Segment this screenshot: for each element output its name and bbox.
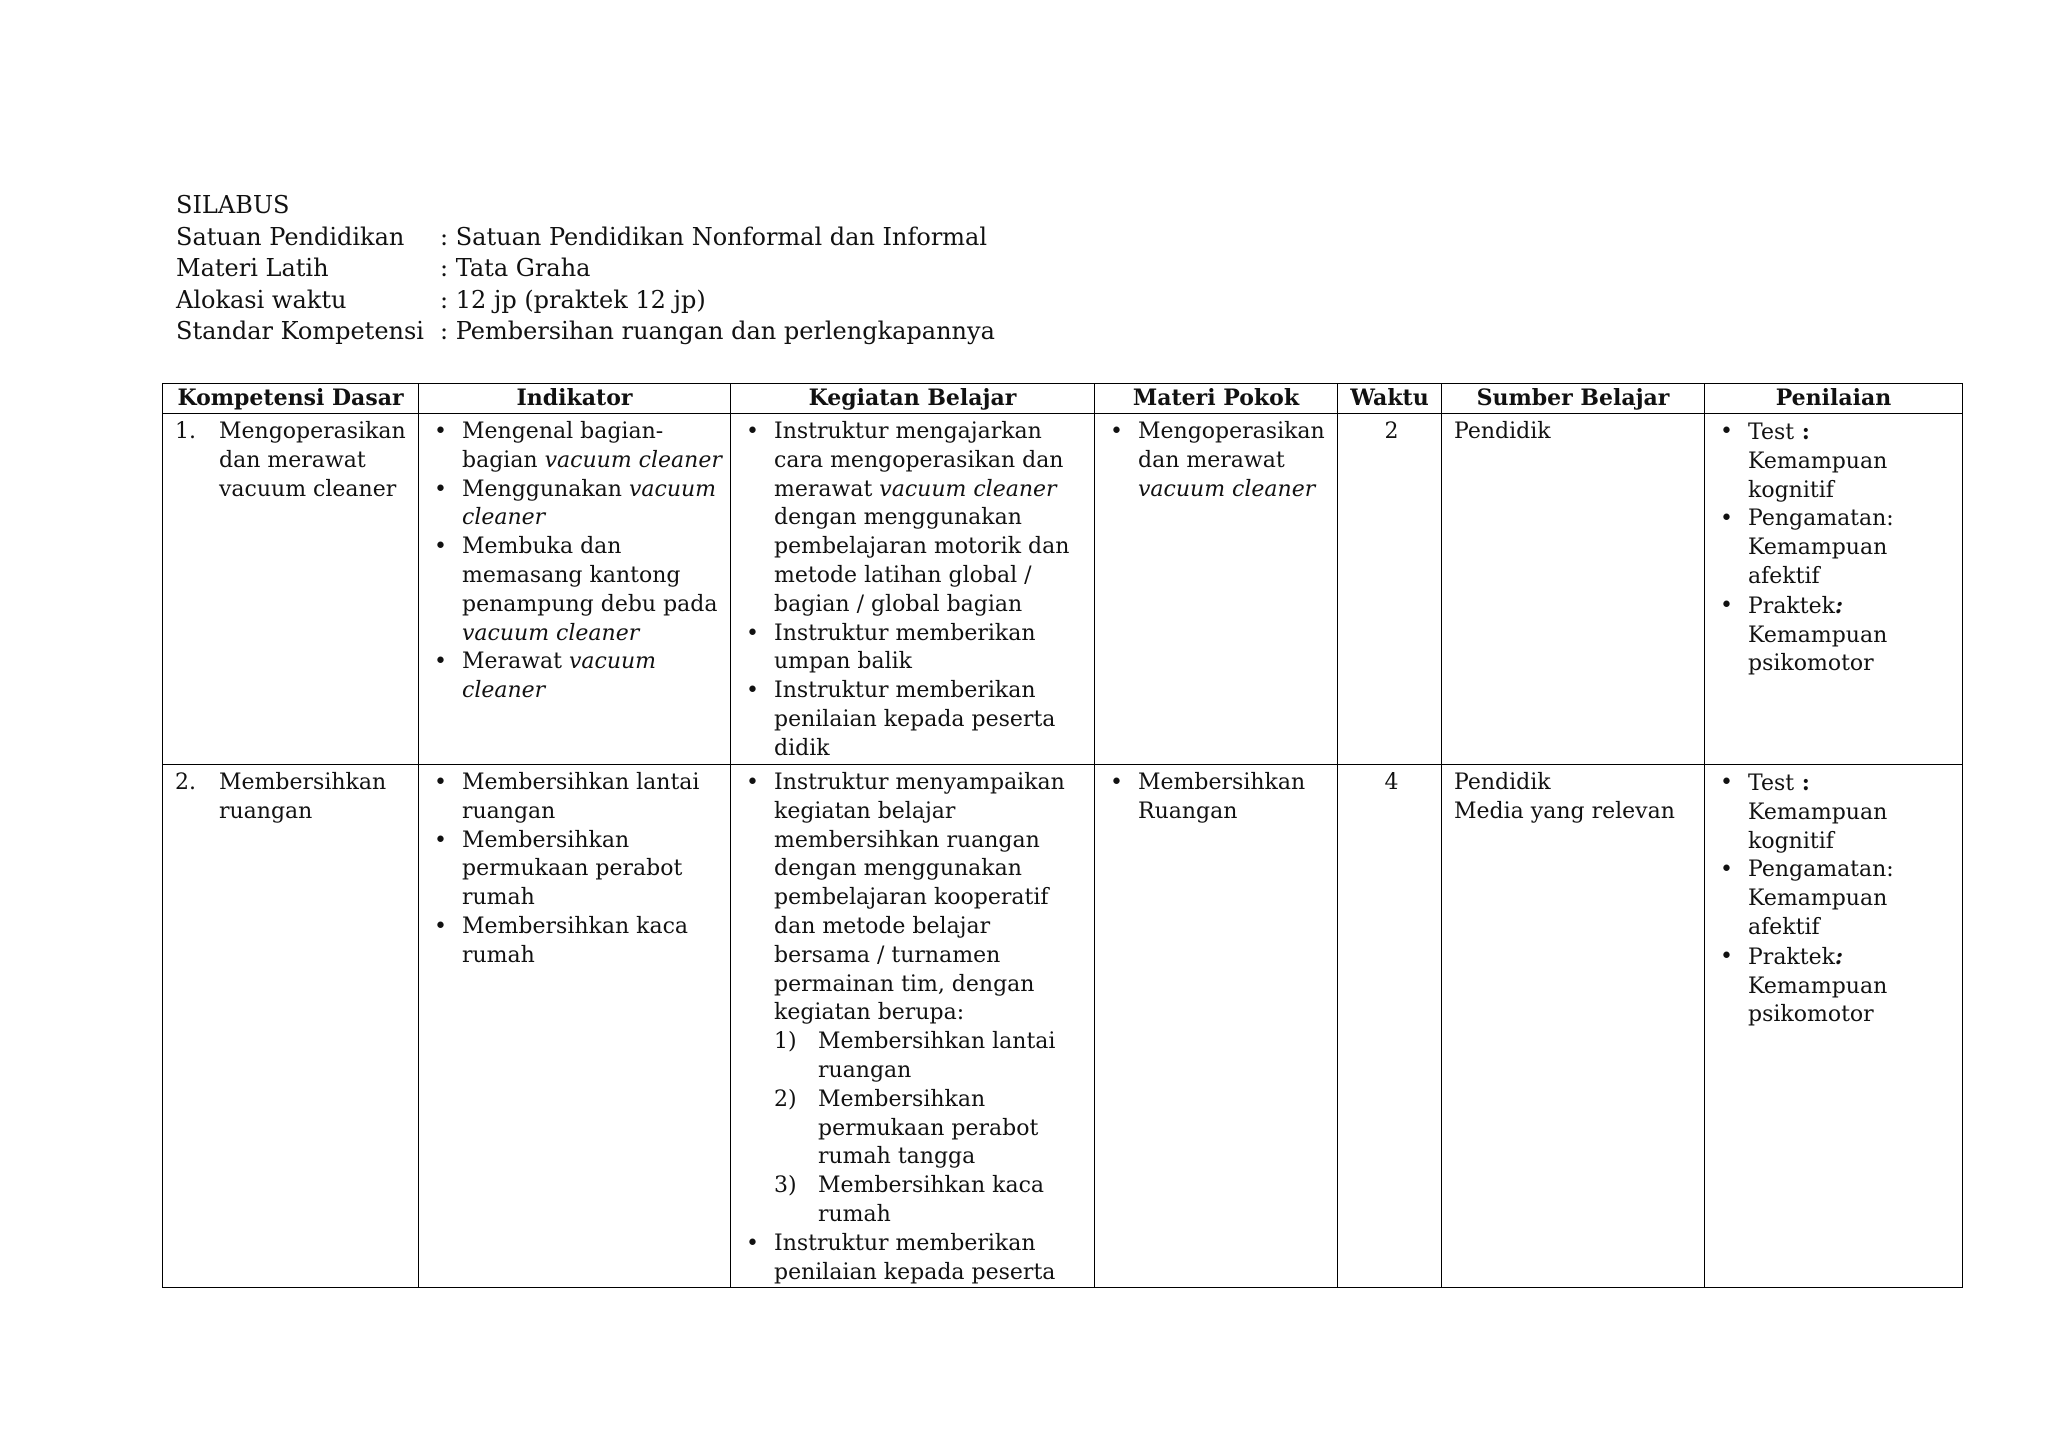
- column-header: Sumber Belajar: [1442, 384, 1705, 414]
- list-item: • Membersihkan lantai ruangan: [431, 769, 722, 827]
- column-header: Materi Pokok: [1095, 384, 1338, 414]
- table-header-row: [163, 384, 1963, 414]
- list-item: • Praktek: Kemampuan psikomotor: [1717, 943, 1954, 1030]
- list-item: • Membersihkan Ruangan: [1107, 769, 1329, 827]
- list-item: • Instruktur memberikan penilaian kepada peserta didik: [743, 677, 1086, 763]
- kompetensi-cell: [163, 765, 419, 1288]
- list-item: • Mengenal bagian-bagian vacuum cleaner: [431, 418, 722, 476]
- list-item: • Pengamatan: Kemampuan afektif: [1717, 856, 1954, 942]
- list-item: • Instruktur mengajarkan cara mengoperasikan dan merawat vacuum cleaner dengan menggunakan pembelajaran motorik dan metode latihan global / bagian / global bagian: [743, 418, 1086, 620]
- header-label: Standar Kompetensi: [176, 317, 424, 345]
- kegiatan-cell: [731, 414, 1095, 765]
- waktu-cell: 4: [1338, 765, 1442, 1288]
- kegiatan-cell: [731, 765, 1095, 1288]
- header-label: Satuan Pendidikan: [176, 222, 405, 251]
- header-row-materi: [176, 253, 995, 285]
- list-item: • Instruktur menyampaikan kegiatan belajar membersihkan ruangan dengan menggunakan pembelajaran kooperatif dan metode belajar bersama / turnamen permainan tim, dengan kegiatan berupa: 1) Membersihkan lantai ruangan 2) Membersihkan permukaan perabot rumah tangga 3) Membersihkan kaca rumah: [743, 769, 1086, 1230]
- list-item: • Membuka dan memasang kantong penampung debu pada vacuum cleaner: [431, 533, 722, 648]
- header-value: : Satuan Pendidikan Nonformal dan Informal: [440, 222, 988, 251]
- column-header: Penilaian: [1705, 384, 1963, 414]
- penilaian-cell: [1705, 765, 1963, 1288]
- list-item: • Merawat vacuum cleaner: [431, 648, 722, 706]
- list-item: • Test : Kemampuan kognitif: [1717, 418, 1954, 505]
- column-header: Kegiatan Belajar: [731, 384, 1095, 414]
- sumber-cell: [1442, 414, 1705, 765]
- row-number: 1.: [175, 419, 196, 444]
- row-number: 2.: [175, 770, 196, 795]
- indikator-cell: [419, 414, 731, 765]
- numbered-sublist: [774, 1028, 1086, 1230]
- sublist-item: 1) Membersihkan lantai ruangan: [774, 1029, 1056, 1083]
- kompetensi-text: Membersihkan ruangan: [219, 770, 387, 824]
- column-header: Waktu: [1338, 384, 1442, 414]
- list-item: • Mengoperasikan dan merawat vacuum cleaner: [1107, 418, 1329, 504]
- kompetensi-text: Mengoperasikan dan merawat vacuum cleaner: [219, 419, 406, 502]
- penilaian-cell: [1705, 414, 1963, 765]
- sumber-cell: [1442, 765, 1705, 1288]
- indikator-cell: [419, 765, 731, 1288]
- list-item: • Membersihkan kaca rumah: [431, 913, 722, 971]
- materi-cell: [1095, 765, 1338, 1288]
- syllabus-table: [162, 383, 1963, 1288]
- syllabus-header: [176, 190, 995, 348]
- column-header: Indikator: [419, 384, 731, 414]
- list-item: • Menggunakan vacuum cleaner: [431, 476, 722, 534]
- list-item: • Pengamatan: Kemampuan afektif: [1717, 505, 1954, 591]
- sublist-item: 3) Membersihkan kaca rumah: [774, 1173, 1045, 1227]
- header-value: : Pembersihan ruangan dan perlengkapannya: [440, 317, 995, 345]
- header-value: : Tata Graha: [440, 254, 591, 282]
- kompetensi-cell: [163, 414, 419, 765]
- list-item: • Instruktur memberikan umpan balik: [743, 620, 1086, 678]
- list-item: • Praktek: Kemampuan psikomotor: [1717, 592, 1954, 679]
- materi-cell: [1095, 414, 1338, 765]
- table-row: [163, 765, 1963, 1288]
- list-item: • Membersihkan permukaan perabot rumah: [431, 827, 722, 913]
- header-row-satuan: [176, 222, 995, 254]
- list-item: • Test : Kemampuan kognitif: [1717, 769, 1954, 856]
- header-value: : 12 jp (praktek 12 jp): [440, 285, 706, 314]
- header-label: Materi Latih: [176, 254, 329, 282]
- header-row-alokasi: [176, 285, 995, 317]
- waktu-cell: 2: [1338, 414, 1442, 765]
- list-item: • Instruktur memberikan penilaian kepada peserta: [743, 1230, 1086, 1288]
- document-title: SILABUS: [176, 191, 290, 219]
- sumber-text: Media yang relevan: [1454, 798, 1675, 824]
- sumber-text: Pendidik: [1454, 419, 1551, 444]
- sumber-text: Pendidik: [1454, 770, 1551, 795]
- header-row-standar: [176, 316, 995, 348]
- header-label: Alokasi waktu: [176, 285, 347, 314]
- column-header: Kompetensi Dasar: [163, 384, 419, 414]
- table-row: [163, 414, 1963, 765]
- sublist-item: 2) Membersihkan permukaan perabot rumah tangga: [774, 1086, 1039, 1170]
